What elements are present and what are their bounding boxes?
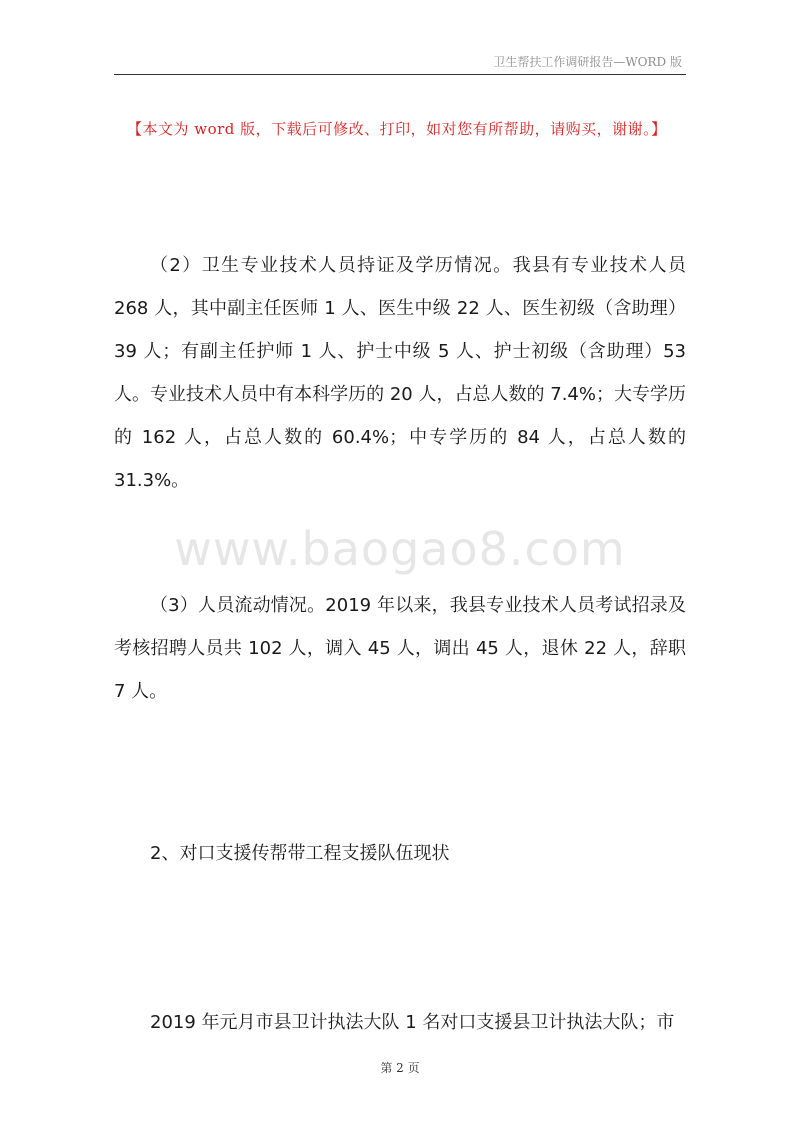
paragraph-support-team: 2019 年元月市县卫计执法大队 1 名对口支援县卫计执法大队；市 xyxy=(150,1012,675,1033)
watermark: www.baogao8.com xyxy=(174,522,626,576)
page-number: 第 2 页 xyxy=(380,1061,420,1075)
running-header-title: 卫生帮扶工作调研报告—WORD 版 xyxy=(493,55,682,69)
paragraph-staff-qualifications: （2）卫生专业技术人员持证及学历情况。我县有专业技术人员 268 人，其中副主任医师 1 人、医生中级 22 人、医生初级（含助理）39 人；有副主任护师 1 人、护士中级 5 人、护士初级（含助理）53 人。专业技术人员中有本科学历的 20 人，占总人数的 7.4%；大专学历的 162 人，占总人数的 60.4%；中专学历的 84 人，占总人数的 31.3%。 xyxy=(114,255,686,491)
paragraph-staff-flow: （3）人员流动情况。2019 年以来，我县专业技术人员考试招录及考核招聘人员共 102 人，调入 45 人，调出 45 人，退休 22 人，辞职 7 人。 xyxy=(114,595,686,702)
section-heading: 2、对口支援传帮带工程支援队伍现状 xyxy=(150,843,450,864)
header-divider xyxy=(114,74,686,75)
purchase-notice: 【本文为 word 版，下载后可修改、打印，如对您有所帮助，请购买，谢谢。】 xyxy=(127,120,667,138)
